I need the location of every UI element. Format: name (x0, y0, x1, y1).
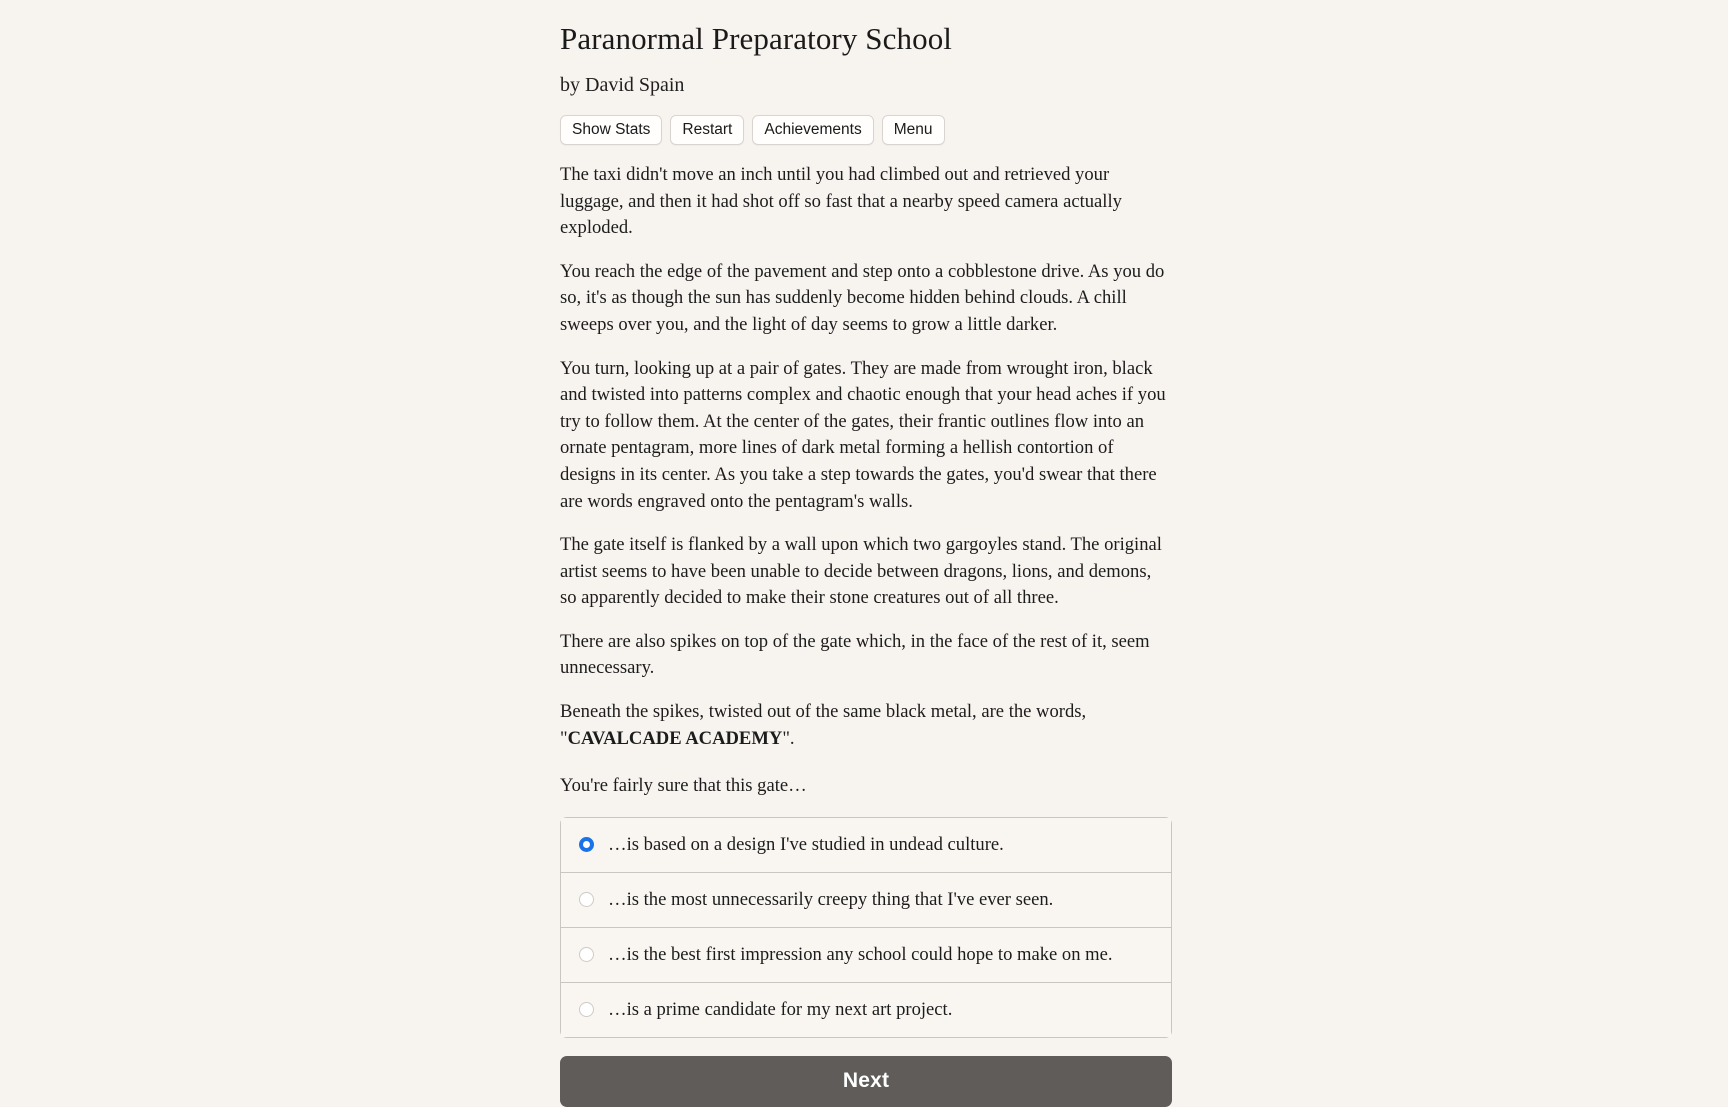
engraved-academy-name: CAVALCADE ACADEMY (567, 727, 783, 749)
restart-button[interactable]: Restart (670, 115, 744, 146)
radio-icon[interactable] (579, 892, 594, 907)
next-button[interactable]: Next (560, 1056, 1172, 1107)
show-stats-button[interactable]: Show Stats (560, 115, 662, 146)
choice-option-label: …is a prime candidate for my next art project. (608, 998, 953, 1020)
story-paragraph-engraved (560, 699, 1172, 752)
author-byline: by David Spain (560, 73, 685, 96)
story-paragraph: There are also spikes on top of the gate which, in the face of the rest of it, seem unnecessary. (560, 630, 1150, 679)
radio-icon[interactable] (579, 1002, 594, 1017)
choice-option-label: …is the best first impression any school could hope to make on me. (608, 943, 1113, 965)
story-paragraph: You reach the edge of the pavement and step onto a cobblestone drive. As you do so, it's as though the sun has suddenly become hidden behind clouds. A chill sweeps over you, and the light of day seems to grow a little darker. (560, 260, 1165, 336)
choice-option-label: …is based on a design I've studied in undead culture. (608, 833, 1004, 855)
menu-button[interactable]: Menu (882, 115, 945, 146)
engraved-text-after: ". (782, 727, 795, 749)
choice-list (560, 817, 1172, 1038)
story-paragraph: The gate itself is flanked by a wall upon which two gargoyles stand. The original artist seems to have been unable to decide between dragons, lions, and demons, so apparently decided to make their stone creatures out of all three. (560, 534, 1162, 609)
choice-option-4[interactable] (561, 983, 1171, 1037)
achievements-button[interactable]: Achievements (752, 115, 873, 146)
story-paragraph: The taxi didn't move an inch until you had climbed out and retrieved your luggage, and then it had shot off so fast that a nearby speed camera actually exploded. (560, 164, 1122, 239)
choice-option-3[interactable] (561, 928, 1171, 983)
choice-prompt: You're fairly sure that this gate… (560, 775, 807, 797)
content-column (560, 0, 1172, 1107)
engraved-text-before: Beneath the spikes, twisted out of the same black metal, are the words, " (560, 700, 1087, 749)
story-paragraph: You turn, looking up at a pair of gates. They are made from wrought iron, black and twisted into patterns complex and chaotic enough that your head aches if you try to follow them. At the center of the gates, their frantic outlines flow into an ornate pentagram, more lines of dark metal forming a hellish contortion of designs in its center. As you take a step towards the gates, you'd swear that there are words engraved onto the pentagram's walls. (560, 357, 1166, 512)
choice-option-2[interactable] (561, 873, 1171, 928)
choice-option-1[interactable] (561, 818, 1171, 873)
toolbar (560, 97, 1172, 146)
page-title: Paranormal Preparatory School (560, 21, 953, 56)
radio-icon[interactable] (579, 947, 594, 962)
radio-icon-selected[interactable] (579, 837, 594, 852)
choice-option-label: …is the most unnecessarily creepy thing that I've ever seen. (608, 888, 1054, 910)
story-text (560, 145, 1172, 800)
